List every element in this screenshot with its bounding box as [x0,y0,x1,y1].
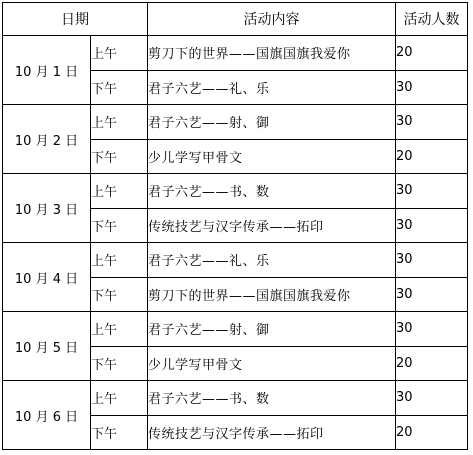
table-row [3,36,468,71]
activity-cell: 君子六艺——射、御 [148,312,396,347]
date-cell: 10 月 5 日 [3,312,91,381]
count-cell: 30 [396,243,468,278]
activity-cell: 传统技艺与汉字传承——拓印 [148,415,396,450]
table-row [3,381,468,416]
table-row [3,243,468,278]
activity-cell: 君子六艺——书、数 [148,174,396,209]
count-cell: 20 [396,415,468,450]
half-day-cell: 上午 [91,312,148,347]
date-cell: 10 月 4 日 [3,243,91,312]
half-day-cell: 下午 [91,277,148,312]
activity-cell: 君子六艺——射、御 [148,105,396,140]
activity-cell: 剪刀下的世界——国旗国旗我爱你 [148,277,396,312]
half-day-cell: 下午 [91,139,148,174]
activity-cell: 君子六艺——书、数 [148,381,396,416]
half-day-cell: 下午 [91,346,148,381]
count-cell: 30 [396,208,468,243]
activity-cell: 君子六艺——礼、乐 [148,70,396,105]
schedule-body [3,36,468,450]
date-cell: 10 月 6 日 [3,381,91,450]
table-row [3,312,468,347]
count-cell: 30 [396,277,468,312]
date-cell: 10 月 2 日 [3,105,91,174]
half-day-cell: 上午 [91,381,148,416]
count-cell: 30 [396,70,468,105]
date-cell: 10 月 1 日 [3,36,91,105]
count-cell: 30 [396,381,468,416]
half-day-cell: 下午 [91,70,148,105]
table-row [3,174,468,209]
activity-cell: 剪刀下的世界——国旗国旗我爱你 [148,36,396,71]
count-cell: 20 [396,139,468,174]
activity-cell: 君子六艺——礼、乐 [148,243,396,278]
half-day-cell: 上午 [91,174,148,209]
activity-schedule-table [2,2,468,450]
count-cell: 30 [396,312,468,347]
activity-cell: 少儿学写甲骨文 [148,346,396,381]
half-day-cell: 上午 [91,36,148,71]
table-row [3,105,468,140]
half-day-cell: 上午 [91,243,148,278]
date-cell: 10 月 3 日 [3,174,91,243]
header-row [3,3,468,36]
count-cell: 20 [396,36,468,71]
header-date: 日期 [3,3,148,36]
activity-cell: 少儿学写甲骨文 [148,139,396,174]
header-activity: 活动内容 [148,3,396,36]
half-day-cell: 下午 [91,208,148,243]
count-cell: 30 [396,174,468,209]
count-cell: 20 [396,346,468,381]
half-day-cell: 下午 [91,415,148,450]
header-count: 活动人数 [396,3,468,36]
activity-cell: 传统技艺与汉字传承——拓印 [148,208,396,243]
half-day-cell: 上午 [91,105,148,140]
count-cell: 30 [396,105,468,140]
